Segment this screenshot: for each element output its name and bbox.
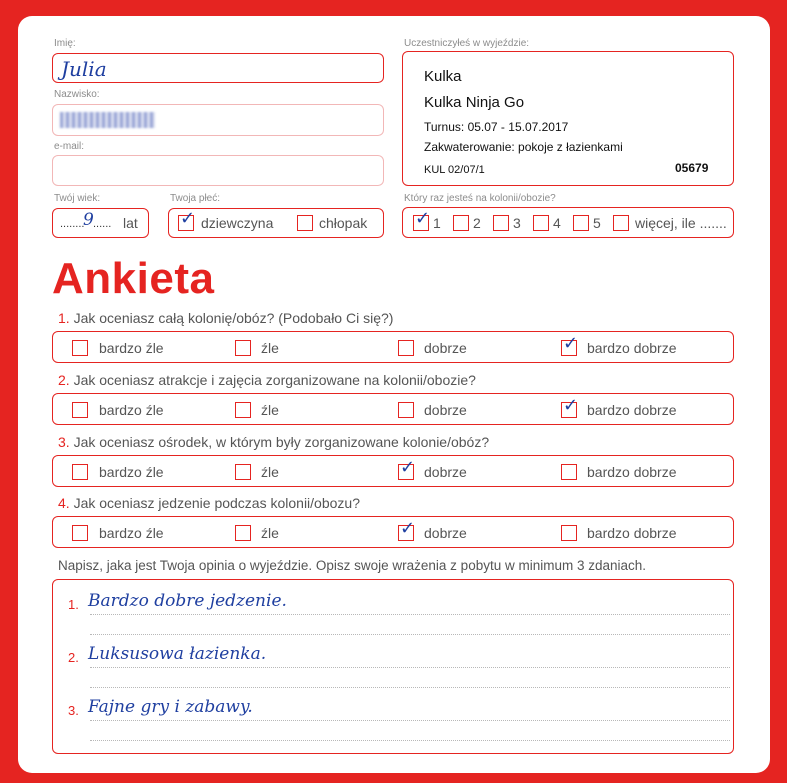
q3-checkbox-bad[interactable] [235, 464, 251, 480]
q1-checkbox-bad[interactable] [235, 340, 251, 356]
age-dots-after: ...... [93, 218, 112, 230]
opinion-line-3b-rule [90, 740, 730, 741]
survey-title: Ankieta [52, 254, 215, 303]
trip-code: KUL 02/07/1 [424, 164, 485, 176]
age-field[interactable] [52, 208, 149, 238]
q1-checkbox-good[interactable] [398, 340, 414, 356]
opinion-line-1-number: 1. [68, 597, 79, 612]
q3-option-very-good: bardzo dobrze [587, 464, 677, 480]
opinion-line-3-text: Fajne gry i zabawy. [88, 697, 253, 717]
question-2-options [52, 393, 734, 425]
name-value: Julia [61, 57, 107, 81]
q3-option-very-bad: bardzo źle [99, 464, 164, 480]
opinion-line-2-rule [90, 667, 730, 668]
name-label: Imię: [54, 38, 76, 49]
times-option-5: 5 [593, 215, 601, 231]
opinion-prompt: Napisz, jaka jest Twoja opinia o wyjeździe. Opisz swoje wrażenia z pobytu w minimum 3 zdaniach. [58, 558, 647, 573]
q2-checkbox-very-good[interactable] [561, 395, 579, 418]
opinion-line-3-number: 3. [68, 703, 79, 718]
q4-checkbox-very-good[interactable] [561, 525, 577, 541]
question-1-text: 1. Jak oceniasz całą kolonię/obóz? (Podobało Ci się?) [58, 310, 394, 326]
opinion-line-1-text: Bardzo dobre jedzenie. [88, 591, 287, 611]
gender-checkbox-girl[interactable] [178, 208, 196, 231]
name-field[interactable] [52, 53, 384, 83]
q2-option-bad: źle [261, 402, 279, 418]
q2-option-good: dobrze [424, 402, 467, 418]
opinion-line-2-text: Luksusowa łazienka. [88, 644, 267, 664]
times-checkbox-4[interactable] [533, 215, 549, 231]
times-checkbox-more[interactable] [613, 215, 629, 231]
q3-option-good: dobrze [424, 464, 467, 480]
q1-checkbox-very-bad[interactable] [72, 340, 88, 356]
q4-checkbox-good[interactable] [398, 518, 416, 541]
times-checkbox-3[interactable] [493, 215, 509, 231]
checkmark-icon: ✓ [180, 208, 196, 229]
opinion-line-2b-rule [90, 687, 730, 688]
q4-option-bad: źle [261, 525, 279, 541]
opinion-line-3-rule [90, 720, 730, 721]
trip-number: 05679 [675, 161, 709, 175]
q3-checkbox-very-good[interactable] [561, 464, 577, 480]
q2-option-very-bad: bardzo źle [99, 402, 164, 418]
trip-subtitle: Kulka Ninja Go [424, 94, 525, 111]
q1-option-good: dobrze [424, 340, 467, 356]
q1-checkbox-very-good[interactable] [561, 333, 579, 356]
times-option-1: 1 [433, 215, 441, 231]
q4-option-good: dobrze [424, 525, 467, 541]
question-1-options [52, 331, 734, 363]
trip-info-box [402, 51, 734, 186]
q4-checkbox-very-bad[interactable] [72, 525, 88, 541]
times-checkbox-1[interactable] [413, 208, 431, 231]
survey-sheet [18, 16, 770, 773]
q2-option-very-good: bardzo dobrze [587, 402, 677, 418]
q1-option-very-good: bardzo dobrze [587, 340, 677, 356]
q3-checkbox-very-bad[interactable] [72, 464, 88, 480]
opinion-line-1-rule [90, 614, 730, 615]
checkmark-icon: ✓ [563, 395, 579, 416]
gender-option-girl: dziewczyna [201, 215, 274, 231]
email-field[interactable] [52, 155, 384, 186]
times-option-3: 3 [513, 215, 521, 231]
times-checkbox-2[interactable] [453, 215, 469, 231]
gender-checkbox-boy[interactable] [297, 215, 313, 231]
trip-housing: Zakwaterowanie: pokoje z łazienkami [424, 140, 623, 154]
age-unit: lat [123, 215, 138, 231]
opinion-line-2-number: 2. [68, 650, 79, 665]
surname-redacted [60, 112, 155, 128]
times-label: Który raz jesteś na kolonii/obozie? [404, 193, 556, 204]
times-field [402, 207, 734, 238]
q1-option-bad: źle [261, 340, 279, 356]
trip-label: Uczestniczyłeś w wyjeździe: [404, 38, 530, 49]
age-value: 9 [83, 210, 94, 230]
q2-checkbox-bad[interactable] [235, 402, 251, 418]
q2-checkbox-good[interactable] [398, 402, 414, 418]
trip-turnus: Turnus: 05.07 - 15.07.2017 [424, 120, 569, 134]
surname-label: Nazwisko: [54, 89, 100, 100]
times-option-2: 2 [473, 215, 481, 231]
question-3-text: 3. Jak oceniasz ośrodek, w którym były zorganizowane kolonie/obóz? [58, 434, 490, 450]
q2-checkbox-very-bad[interactable] [72, 402, 88, 418]
email-label: e-mail: [54, 141, 85, 152]
checkmark-icon: ✓ [400, 518, 416, 539]
checkmark-icon: ✓ [400, 457, 416, 478]
q3-option-bad: źle [261, 464, 279, 480]
q1-option-very-bad: bardzo źle [99, 340, 164, 356]
q4-option-very-bad: bardzo źle [99, 525, 164, 541]
gender-field [168, 208, 384, 238]
times-checkbox-5[interactable] [573, 215, 589, 231]
times-option-4: 4 [553, 215, 561, 231]
q4-option-very-good: bardzo dobrze [587, 525, 677, 541]
age-dots-before: ........ [60, 218, 85, 230]
gender-label: Twoja płeć: [170, 193, 221, 204]
question-3-options [52, 455, 734, 487]
question-4-options [52, 516, 734, 548]
question-2-text: 2. Jak oceniasz atrakcje i zajęcia zorganizowane na kolonii/obozie? [58, 372, 476, 388]
q4-checkbox-bad[interactable] [235, 525, 251, 541]
checkmark-icon: ✓ [415, 208, 431, 229]
q3-checkbox-good[interactable] [398, 457, 416, 480]
age-label: Twój wiek: [54, 193, 101, 204]
trip-name: Kulka [424, 68, 462, 85]
gender-option-boy: chłopak [319, 215, 368, 231]
checkmark-icon: ✓ [563, 333, 579, 354]
times-option-more: więcej, ile ....... [635, 215, 727, 231]
opinion-line-1b-rule [90, 634, 730, 635]
question-4-text: 4. Jak oceniasz jedzenie podczas kolonii/obozu? [58, 495, 360, 511]
